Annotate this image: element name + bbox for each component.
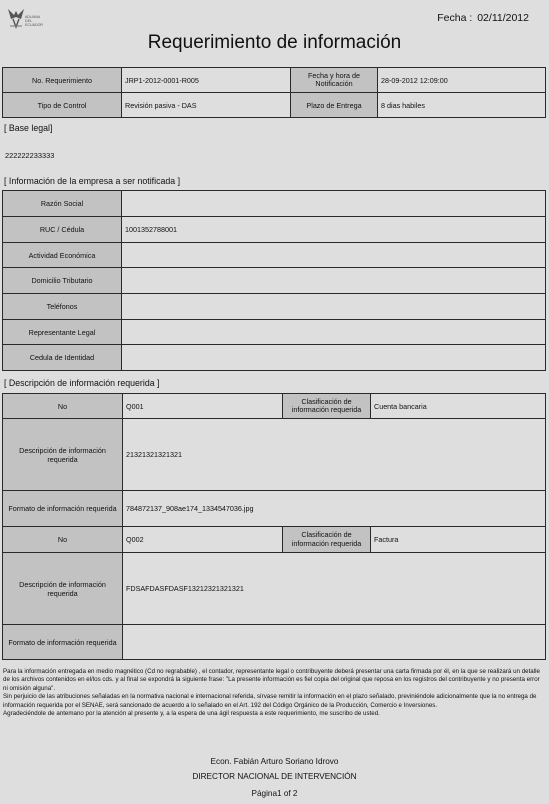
cell-value: JRP1-2012-0001-R005 [122, 68, 291, 93]
cell-value [122, 268, 546, 294]
cell-label: No [3, 527, 123, 553]
base-legal-heading: [ Base legal] [4, 123, 53, 133]
aduana-logo [6, 6, 52, 30]
table-row [3, 491, 546, 527]
cell-label: Cedula de Identidad [3, 345, 122, 371]
table-row [3, 527, 546, 553]
descripcion-heading: [ Descripción de información requerida ] [4, 378, 160, 388]
logo-text: ADUANA DEL ECUADOR [25, 15, 43, 27]
cell-value [122, 345, 546, 371]
cell-label: Formato de información requerida [3, 625, 123, 660]
cell-value: 784872137_908ae174_1334547036.jpg [123, 491, 546, 527]
cell-label: Representante Legal [3, 320, 122, 345]
table-row [3, 243, 546, 268]
cell-label: Actividad Económica [3, 243, 122, 268]
cell-label: Descripción de información requerida [3, 553, 123, 625]
cell-value [123, 625, 546, 660]
table-row [3, 320, 546, 345]
date-value: 02/11/2012 [477, 12, 529, 24]
cell-label: Clasificación de información requerida [283, 527, 371, 553]
cell-value: 28-09-2012 12:09:00 [378, 68, 546, 93]
requirement-table [2, 67, 546, 118]
cell-label: Razón Social [3, 191, 122, 217]
cell-value: Cuenta bancaria [371, 394, 546, 419]
footer-paragraph: Para la información entregada en medio magnético (Cd no regrabable) , el contador, representante legal o contribuyente deberá presentar una carta firmada por él, en la que se realizará un detalle de los archivos contenidos en el/los cds. y al final se expondrá la siguiente frase: "La presente información es fiel copia del original que reposa en los registros del contribuyente y no presenta error ni omisión alguna". [3, 668, 540, 692]
cell-label: Clasificación de información requerida [283, 394, 371, 419]
descripcion-table [2, 393, 546, 660]
cell-label: Plazo de Entrega [291, 93, 378, 118]
page-number: Página1 of 2 [251, 789, 298, 798]
base-legal-value: 222222233333 [5, 151, 55, 160]
cell-value: Factura [371, 527, 546, 553]
footer-paragraph: Agradeciéndole de antemano por la atención al presente y, a la espera de una ágil respuesta a este requerimiento, me suscribo de usted. [3, 710, 380, 718]
empresa-table [2, 190, 546, 371]
cell-value: Q001 [123, 394, 283, 419]
date-label: Fecha : [437, 12, 473, 24]
cell-label: Fecha y hora de Notificación [291, 68, 378, 93]
table-row [3, 93, 546, 118]
page-title: Requerimiento de información [147, 32, 402, 53]
table-row [3, 268, 546, 294]
table-row [3, 217, 546, 243]
cell-label: Domicilio Tributario [3, 268, 122, 294]
cell-label: No. Requerimiento [3, 68, 122, 93]
table-row [3, 345, 546, 371]
cell-value [122, 294, 546, 320]
cell-value: Q002 [123, 527, 283, 553]
table-row [3, 191, 546, 217]
cell-value [122, 320, 546, 345]
cell-value: 21321321321321 [123, 419, 546, 491]
cell-label: RUC / Cédula [3, 217, 122, 243]
cell-value: FDSAFDASFDASF13212321321321 [123, 553, 546, 625]
table-row [3, 394, 546, 419]
footer-paragraph: Sin perjuicio de las atribuciones señaladas en la normativa nacional e internacional referida, sírvase remitir la información en el plazo señalado, previniéndole adicionalmente que la no entrega de información requerida por el SENAE, será sancionado de acuerdo a lo señalado en el Art. 192 del Código Orgánico de la Producción, Comercio e Inversiones. [3, 693, 537, 709]
cell-value [122, 243, 546, 268]
table-row [3, 553, 546, 625]
cell-value: 8 dias habiles [378, 93, 546, 118]
table-row [3, 419, 546, 491]
table-row [3, 625, 546, 660]
table-row [3, 294, 546, 320]
cell-label: Formato de información requerida [3, 491, 123, 527]
cell-label: Tipo de Control [3, 93, 122, 118]
date-line [435, 12, 529, 24]
footer-text [3, 668, 543, 718]
signer-name: Econ. Fabián Arturo Soriano Idrovo [210, 757, 339, 766]
cell-value: Revisión pasiva - DAS [122, 93, 291, 118]
empresa-heading: [ Información de la empresa a ser notificada ] [4, 176, 181, 186]
table-row [3, 68, 546, 93]
signer-position: DIRECTOR NACIONAL DE INTERVENCIÓN [192, 772, 357, 781]
cell-label: Teléfonos [3, 294, 122, 320]
cell-value: 1001352788001 [122, 217, 546, 243]
cell-label: No [3, 394, 123, 419]
eagle-emblem-icon [6, 6, 26, 30]
cell-value [122, 191, 546, 217]
cell-label: Descripción de información requerida [3, 419, 123, 491]
